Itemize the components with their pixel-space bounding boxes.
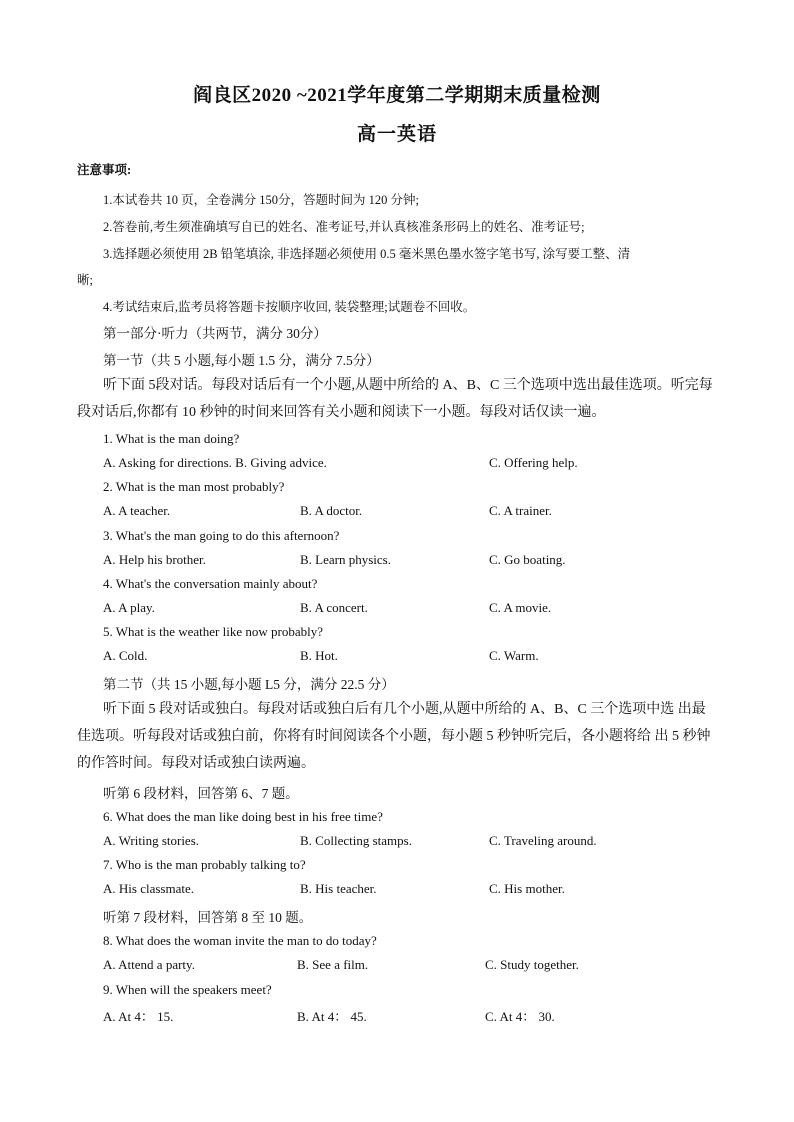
option-a: A. Asking for directions. B. Giving advice.: [103, 455, 327, 470]
option-c: C. Go boating.: [489, 552, 566, 567]
option-a: A. At 4： 15.: [103, 1009, 174, 1024]
option-b: B. A doctor.: [300, 503, 363, 518]
option-b: B. A concert.: [300, 600, 368, 615]
question: 4. What's the conversation mainly about?: [103, 576, 318, 591]
material-heading: 听第 7 段材料，回答第 8 至 10 题。: [103, 910, 313, 925]
option-b: B. At 4： 45.: [297, 1009, 367, 1024]
section-heading: 第一节（共 5 小题,每小题 1.5 分，满分 7.5分）: [103, 353, 380, 368]
option-c: C. Warm.: [489, 648, 539, 663]
note-item-continued: 晰;: [77, 273, 93, 287]
option-b: B. Collecting stamps.: [300, 833, 412, 848]
option-b: B. His teacher.: [300, 881, 377, 896]
option-a: A. Writing stories.: [103, 833, 200, 848]
option-b: B. Learn physics.: [300, 552, 391, 567]
question: 1. What is the man doing?: [103, 431, 240, 446]
notes-heading: 注意事项:: [77, 163, 132, 177]
question: 8. What does the woman invite the man to do today?: [103, 933, 377, 948]
option-c: C. At 4： 30.: [485, 1009, 555, 1024]
option-c: C. A trainer.: [489, 503, 552, 518]
question: 9. When will the speakers meet?: [103, 982, 272, 997]
option-c: C. His mother.: [489, 881, 565, 896]
option-a: A. Help his brother.: [103, 552, 206, 567]
option-a: A. Attend a party.: [103, 957, 195, 972]
exam-subtitle: 高一英语: [356, 124, 437, 145]
note-item: 4.考试结束后,监考员将答题卡按顺序收回, 装袋整理;试题卷不回收。: [103, 300, 476, 314]
option-c: C. A movie.: [489, 600, 552, 615]
option-c: C. Study together.: [485, 957, 579, 972]
question: 7. Who is the man probably talking to?: [103, 857, 306, 872]
note-item: 2.答卷前,考生须准确填写自已的姓名、准考证号,并认真核准条形码上的姓名、准考证号;: [103, 220, 585, 234]
question: 5. What is the weather like now probably?: [103, 624, 323, 639]
exam-title: 阎良区2020 ~2021学年度第二学期期末质量检测: [193, 85, 601, 106]
section-instructions: 听下面 5 段对话或独白。每段对话或独白后有几个小题,从题中所给的 A、B、C 三个选项中选 出最佳选项。听每段对话或独白前，你将有时间阅读各个小题，每小题 5 秒钟听完后，各小题将给 出 5 秒钟的作答时间。每段对话或独白读两遍。: [77, 702, 711, 771]
option-a: A. A teacher.: [103, 503, 171, 518]
note-item: 3.选择题必须使用 2B 铅笔填涂, 非选择题必须使用 0.5 毫米黑色墨水签字笔书写, 涂写要工整、清: [103, 247, 631, 261]
option-b: B. See a film.: [297, 957, 369, 972]
question: 2. What is the man most probably?: [103, 479, 285, 494]
option-c: C. Traveling around.: [489, 833, 597, 848]
section-instructions: 听下面 5段对话。每段对话后有一个小题,从题中所给的 A、B、C 三个选项中选出最佳选项。听完每段对话后,你都有 10 秒钟的时间来回答有关小题和阅读下一小题。每段对话仅读一遍。: [77, 378, 713, 420]
section-heading: 第二节（共 15 小题,每小题 L5 分，满分 22.5 分）: [103, 677, 395, 692]
option-b: B. Hot.: [300, 648, 338, 663]
part-heading: 第一部分·听力（共两节，满分 30分）: [103, 326, 327, 341]
note-item: 1.本试卷共 10 页，全卷满分 150分，答题时间为 120 分钟;: [103, 193, 419, 207]
question: 3. What's the man going to do this afternoon?: [103, 528, 340, 543]
option-a: A. His classmate.: [103, 881, 194, 896]
option-a: A. Cold.: [103, 648, 148, 663]
question: 6. What does the man like doing best in his free time?: [103, 809, 383, 824]
option-a: A. A play.: [103, 600, 155, 615]
material-heading: 听第 6 段材料，回答第 6、7 题。: [103, 786, 299, 801]
option-c: C. Offering help.: [489, 455, 578, 470]
